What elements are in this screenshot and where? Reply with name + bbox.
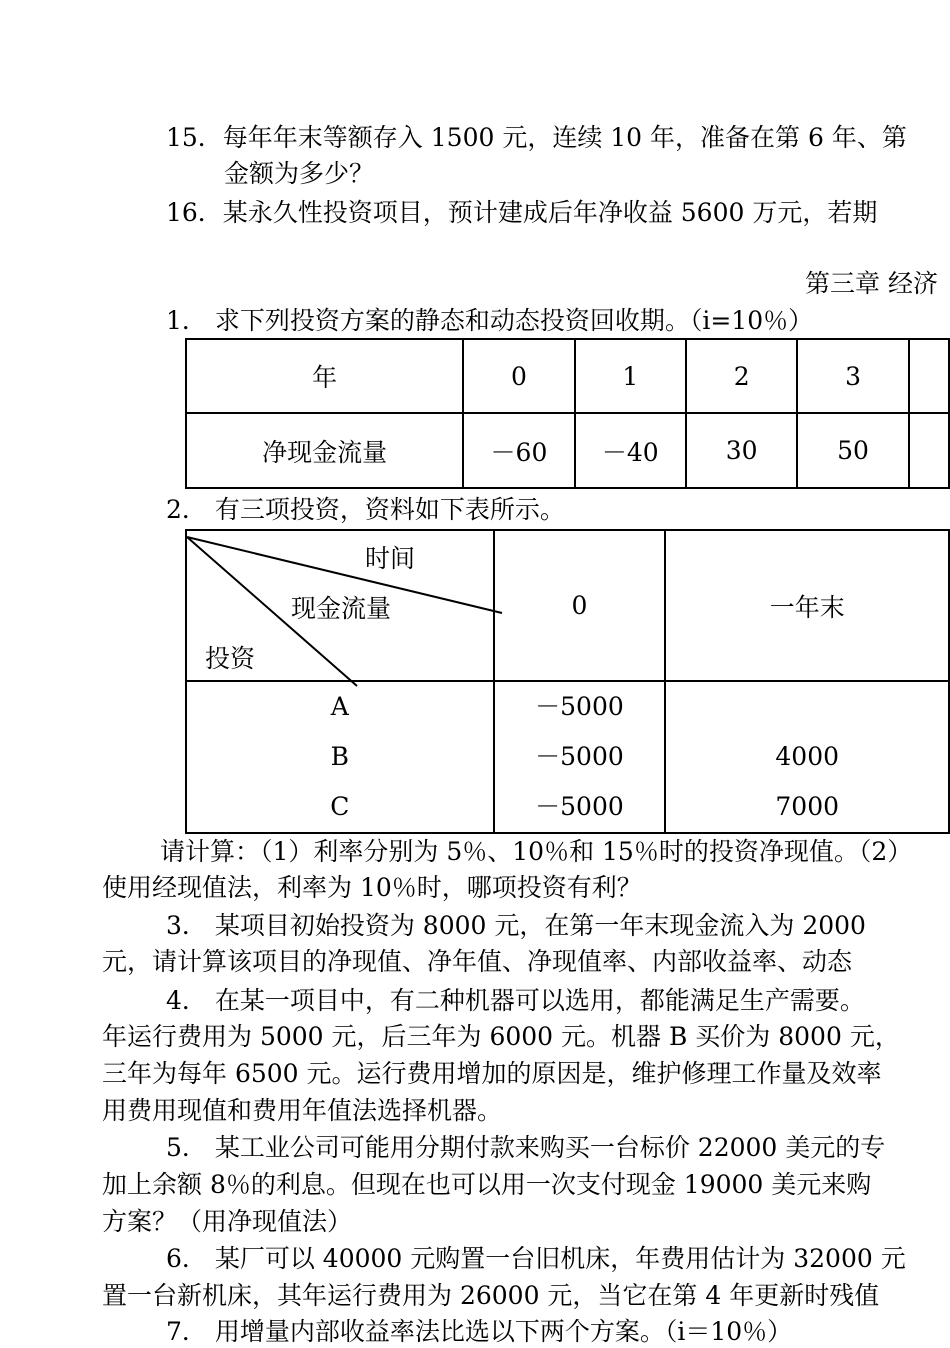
ex6-line2: 置一台新机床，其年运行费用为 26000 元，当它在第 4 年更新时残值 <box>102 1281 880 1310</box>
ex4-line4: 用费用现值和费用年值法选择机器。 <box>102 1096 503 1125</box>
ex2-row-b-v1: 4000 <box>775 742 840 771</box>
diag-bottom: 投资 <box>205 644 256 673</box>
q15-line2: 金额为多少？ <box>224 159 375 188</box>
ex1-value-3: 50 <box>797 413 908 488</box>
ex2-col1-values <box>665 681 949 833</box>
diag-mid: 现金流量 <box>291 594 392 623</box>
ex4-line1: 4． 在某一项目中，有二种机器可以选用，都能满足生产需要。 <box>166 986 865 1015</box>
ex2-col0-values <box>494 681 666 833</box>
ex6-line1: 6． 某厂可以 40000 元购置一台旧机床，年费用估计为 32000 元 <box>166 1244 906 1273</box>
ex1-table <box>185 338 950 489</box>
ex2-names <box>186 681 494 833</box>
ex1-value-0: －60 <box>463 413 574 488</box>
ex2-question-line2: 使用经现值法，利率为 10％时，哪项投资有利？ <box>102 873 642 902</box>
ex1-value-2: 30 <box>686 413 797 488</box>
ex1-year-2: 2 <box>686 339 797 413</box>
ex2-row-a-v0: －5000 <box>535 692 624 721</box>
q16-line1: 16．某永久性投资项目，预计建成后年净收益 5600 万元，若期 <box>166 198 878 227</box>
ex4-line2: 年运行费用为 5000 元，后三年为 6000 元。机器 B 买价为 8000 元， <box>102 1022 900 1051</box>
ex2-text: 2． 有三项投资，资料如下表所示。 <box>166 495 565 524</box>
ex5-line2: 加上余额 8％的利息。但现在也可以用一次支付现金 19000 美元来购 <box>102 1170 872 1199</box>
ex1-year-3: 3 <box>797 339 908 413</box>
ex2-row-b-name: B <box>330 742 349 771</box>
ex2-table <box>185 529 950 834</box>
ex4-line3: 三年为每年 6500 元。运行费用增加的原因是，维护修理工作量及效率 <box>102 1059 882 1088</box>
ex2-row-c-v0: －5000 <box>535 792 624 821</box>
ex2-row-a-v1 <box>666 682 948 732</box>
ex2-col-0: 0 <box>494 530 666 681</box>
ex7-line1: 7． 用增量内部收益率法比选以下两个方案。（i＝10％） <box>166 1317 793 1346</box>
ex1-text: 1． 求下列投资方案的静态和动态投资回收期。（i=10％） <box>166 306 814 335</box>
ex2-row-a-name: A <box>330 692 349 721</box>
ex2-row-b-v0: －5000 <box>535 742 624 771</box>
q15-line1: 15．每年年末等额存入 1500 元，连续 10 年，准备在第 6 年、第 <box>166 123 907 152</box>
ex1-year-cut <box>909 339 949 413</box>
ex2-row-c-name: C <box>330 792 350 821</box>
chapter-heading: 第三章 经济 <box>805 269 938 298</box>
ex1-row-label: 净现金流量 <box>186 413 463 488</box>
ex2-row-c-v1: 7000 <box>775 792 840 821</box>
ex2-question-line1: 请计算：（1）利率分别为 5％、10％和 15％时的投资净现值。（2） <box>160 837 913 866</box>
ex1-year-0: 0 <box>463 339 574 413</box>
ex1-value-1: －40 <box>575 413 686 488</box>
ex1-year-1: 1 <box>575 339 686 413</box>
ex5-line1: 5． 某工业公司可能用分期付款来购买一台标价 22000 美元的专 <box>166 1133 886 1162</box>
ex1-header-label: 年 <box>186 339 463 413</box>
ex2-diagonal-header <box>186 530 494 681</box>
ex5-line3: 方案？（用净现值法） <box>102 1207 353 1236</box>
ex3-line1: 3． 某项目初始投资为 8000 元，在第一年末现金流入为 2000 <box>166 911 866 940</box>
ex2-col-1: 一年末 <box>665 530 949 681</box>
ex1-value-cut <box>909 413 949 488</box>
diag-top: 时间 <box>365 544 416 573</box>
ex3-line2: 元，请计算该项目的净现值、净年值、净现值率、内部收益率、动态 <box>102 947 853 976</box>
